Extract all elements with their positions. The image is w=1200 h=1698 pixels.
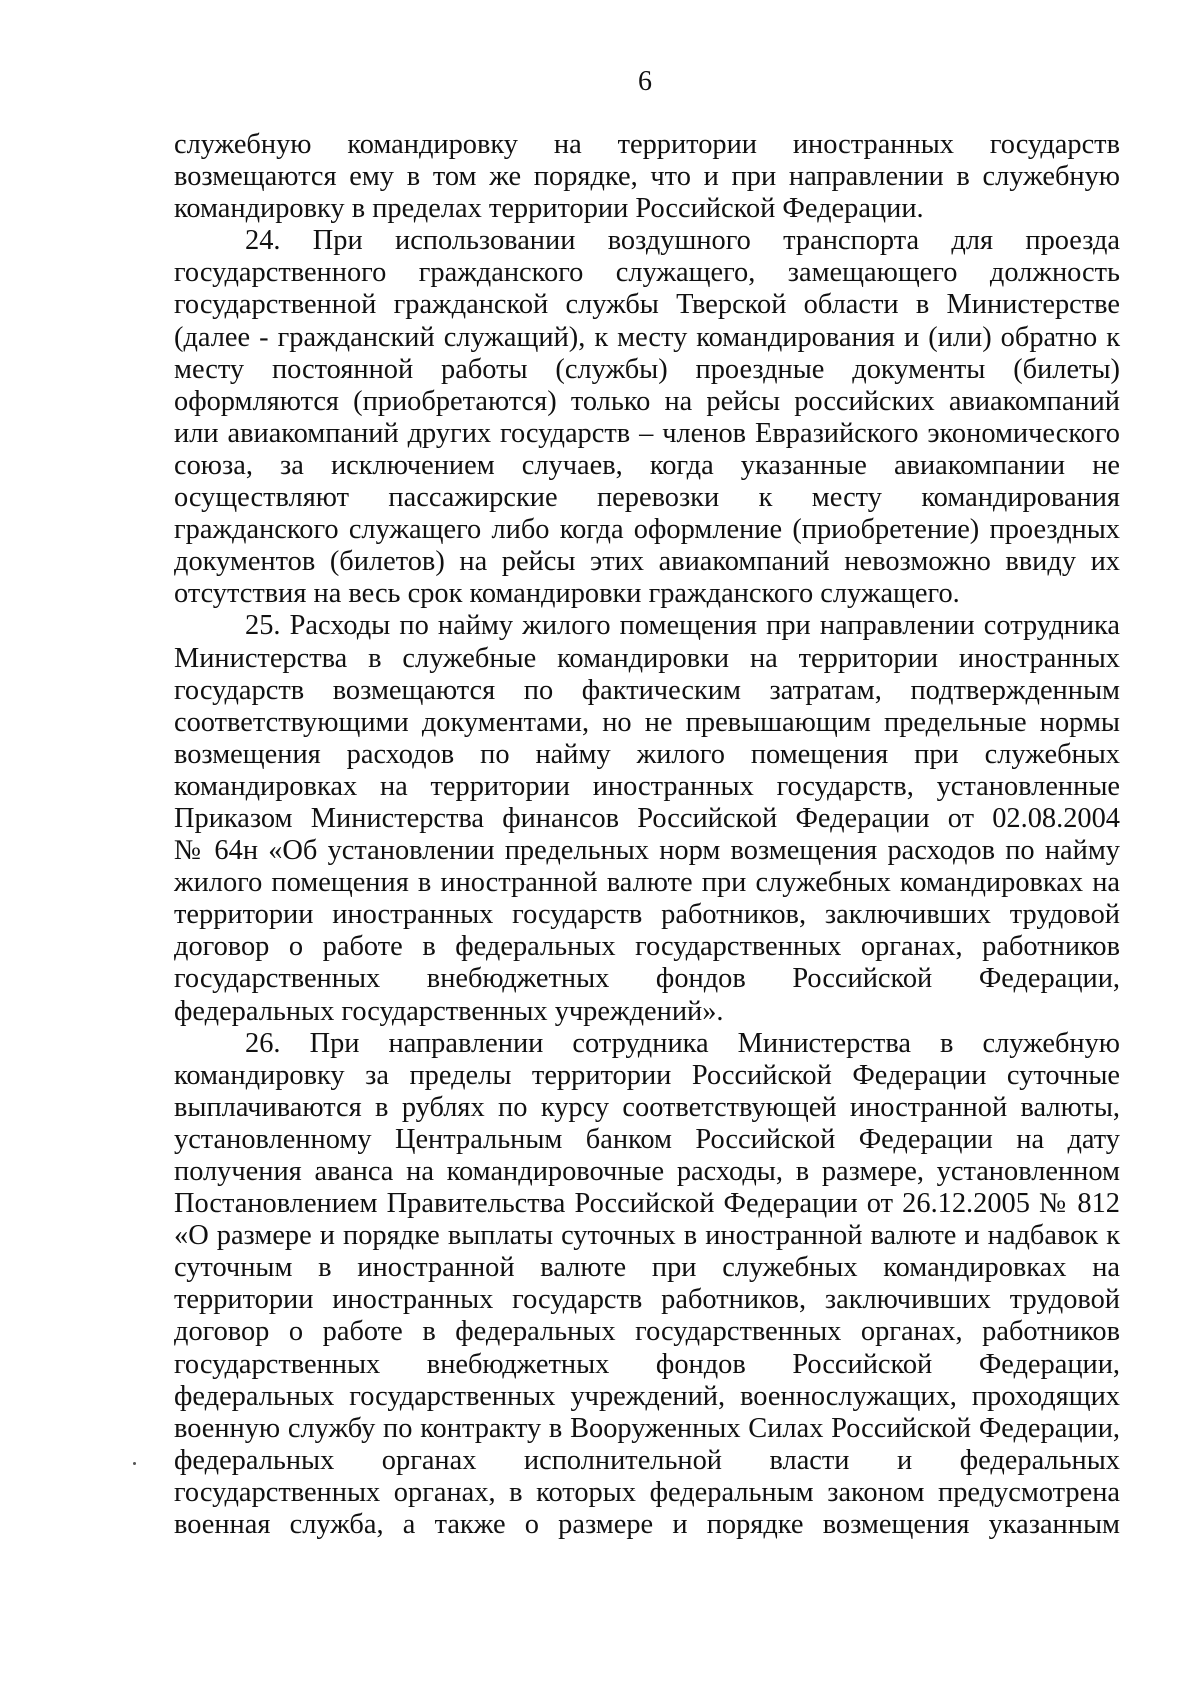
text-line: территории иностранных государств работников, заключивших трудовой <box>174 1284 1120 1316</box>
text-line: Министерства в служебные командировки на территории иностранных <box>174 642 1120 674</box>
text-line: 25. Расходы по найму жилого помещения при направлении сотрудника <box>245 610 1120 642</box>
text-line: Постановлением Правительства Российской Федерации от 26.12.2005 № 812 <box>174 1188 1120 1220</box>
text-line: (далее - гражданский служащий), к месту командирования и (или) обратно к <box>174 321 1120 353</box>
text-line: государственного гражданского служащего, замещающего должность <box>174 257 1120 289</box>
text-line: документов (билетов) на рейсы этих авиакомпаний невозможно ввиду их <box>174 546 1120 578</box>
text-line: командировку за пределы территории Российской Федерации суточные <box>174 1059 1120 1091</box>
text-line: осуществляют пассажирские перевозки к месту командирования <box>174 482 1120 514</box>
text-line: военная служба, а также о размере и порядке возмещения указанным <box>174 1509 1120 1541</box>
text-line: Приказом Министерства финансов Российской Федерации от 02.08.2004 <box>174 802 1120 834</box>
text-line: государственной гражданской службы Тверской области в Министерстве <box>174 289 1120 321</box>
text-line: государственных внебюджетных фондов Российской Федерации, <box>174 963 1120 995</box>
page-number: 6 <box>638 66 652 97</box>
text-line: служебную командировку на территории иностранных государств <box>174 129 1120 160</box>
text-line: месту постоянной работы (службы) проездные документы (билеты) <box>174 353 1120 385</box>
text-line: федеральных государственных учреждений, военнослужащих, проходящих <box>174 1380 1120 1412</box>
text-line: жилого помещения в иностранной валюте при служебных командировках на <box>174 867 1120 899</box>
text-line: 24. При использовании воздушного транспорта для проезда <box>245 225 1120 257</box>
text-line: возмещаются ему в том же порядке, что и при направлении в служебную <box>174 161 1120 193</box>
text-line: договор о работе в федеральных государственных органах, работников <box>174 1316 1120 1348</box>
text-line: возмещения расходов по найму жилого помещения при служебных <box>174 738 1120 770</box>
text-line: государственных внебюджетных фондов Российской Федерации, <box>174 1348 1120 1380</box>
document-body <box>174 129 1120 1541</box>
text-line: союза, за исключением случаев, когда указанные авиакомпании не <box>174 449 1120 481</box>
text-line: установленному Центральным банком Российской Федерации на дату <box>174 1123 1120 1155</box>
text-line: командировках на территории иностранных государств, установленные <box>174 770 1120 802</box>
text-line: военную службу по контракту в Вооруженных Силах Российской Федерации, <box>174 1412 1120 1444</box>
text-line: оформляются (приобретаются) только на рейсы российских авиакомпаний <box>174 385 1120 417</box>
text-line: отсутствия на весь срок командировки гражданского служащего. <box>174 578 960 610</box>
text-line: гражданского служащего либо когда оформление (приобретение) проездных <box>174 514 1120 546</box>
text-line: командировку в пределах территории Российской Федерации. <box>174 193 924 225</box>
text-line: государственных органах, в которых федеральным законом предусмотрена <box>174 1476 1120 1508</box>
text-line: «О размере и порядке выплаты суточных в иностранной валюте и надбавок к <box>174 1220 1120 1252</box>
text-line: 26. При направлении сотрудника Министерства в служебную <box>245 1027 1120 1059</box>
text-line: получения аванса на командировочные расходы, в размере, установленном <box>174 1156 1120 1187</box>
text-line: федеральных государственных учреждений». <box>174 995 724 1027</box>
text-line: соответствующими документами, но не превышающим предельные нормы <box>174 706 1120 738</box>
text-line: договор о работе в федеральных государственных органах, работников <box>174 931 1120 963</box>
scan-speck <box>133 1462 136 1465</box>
text-line: выплачиваются в рублях по курсу соответствующей иностранной валюты, <box>174 1091 1120 1123</box>
text-line: государств возмещаются по фактическим затратам, подтвержденным <box>174 674 1120 706</box>
text-line: федеральных органах исполнительной власти и федеральных <box>174 1444 1120 1476</box>
text-line: суточным в иностранной валюте при служебных командировках на <box>174 1252 1120 1284</box>
text-line: № 64н «Об установлении предельных норм возмещения расходов по найму <box>174 835 1120 867</box>
text-line: или авиакомпаний других государств – членов Евразийского экономического <box>174 417 1120 449</box>
text-line: территории иностранных государств работников, заключивших трудовой <box>174 899 1120 931</box>
